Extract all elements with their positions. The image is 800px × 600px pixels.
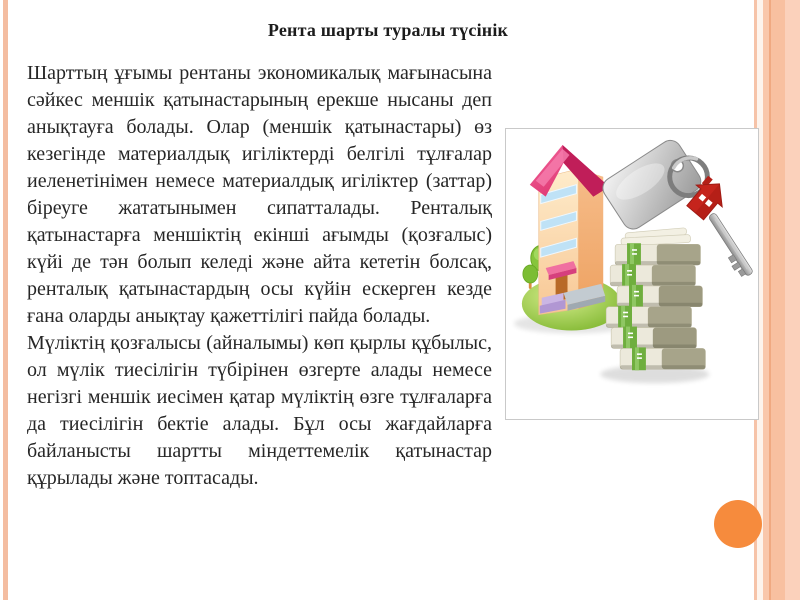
money-bundle <box>615 243 700 266</box>
picture-frame <box>505 128 759 420</box>
money-bundle <box>617 285 702 308</box>
money-stack-icon <box>606 228 705 371</box>
slide-body-text <box>27 60 492 492</box>
building-icon <box>530 145 609 315</box>
paragraph-property-movement: Мүліктің қозғалысы (айналымы) көп қырлы құбылыс, ол мүлік тиесілігін түбірінен өзгерте алады немесе негізгі меншік иесімен қатар мүліктің өзге тұлғаларға да тиесілігін бектіе алады. Бұл осы жағдайларға байланысты шартты міндеттемелік қатынастар құрылады және топтасады. <box>27 332 492 489</box>
right-border-stripe-6 <box>785 0 800 600</box>
money-bundle <box>611 327 696 350</box>
money-bundle <box>620 347 705 370</box>
property-illustration <box>506 129 758 419</box>
money-bundle <box>606 306 691 329</box>
silver-tag-icon <box>599 136 705 233</box>
right-border-stripe-5 <box>771 0 785 600</box>
paragraph-rent-concept: Шарттың ұғымы рентаны экономикалық мағынасына сәйкес меншік қатынастарының ерекше нысаны деп анықтауға болады. Олар (меншік қатынастары) өз кезегінде материалдық игіліктерді белгілі тұлғалар иеленетінімен немесе материалдық игіліктер (заттар) біреуге жататынымен сипатталады. Ренталық қатынастарға меншіктің екінші ағымды (қозғалыс) күйі де тән болып келеді және айта кететін болсақ, ренталық қатынастардың осы күйін ескерген кезде ғана оларды анықтау қажеттілігі пайда болады. <box>27 62 492 327</box>
slide-title: Рента шарты туралы түсінік <box>267 20 509 40</box>
money-bundle <box>610 264 695 287</box>
accent-circle-decoration <box>714 500 762 548</box>
key-shaft-icon <box>702 212 753 280</box>
left-border-stripe <box>3 0 8 600</box>
